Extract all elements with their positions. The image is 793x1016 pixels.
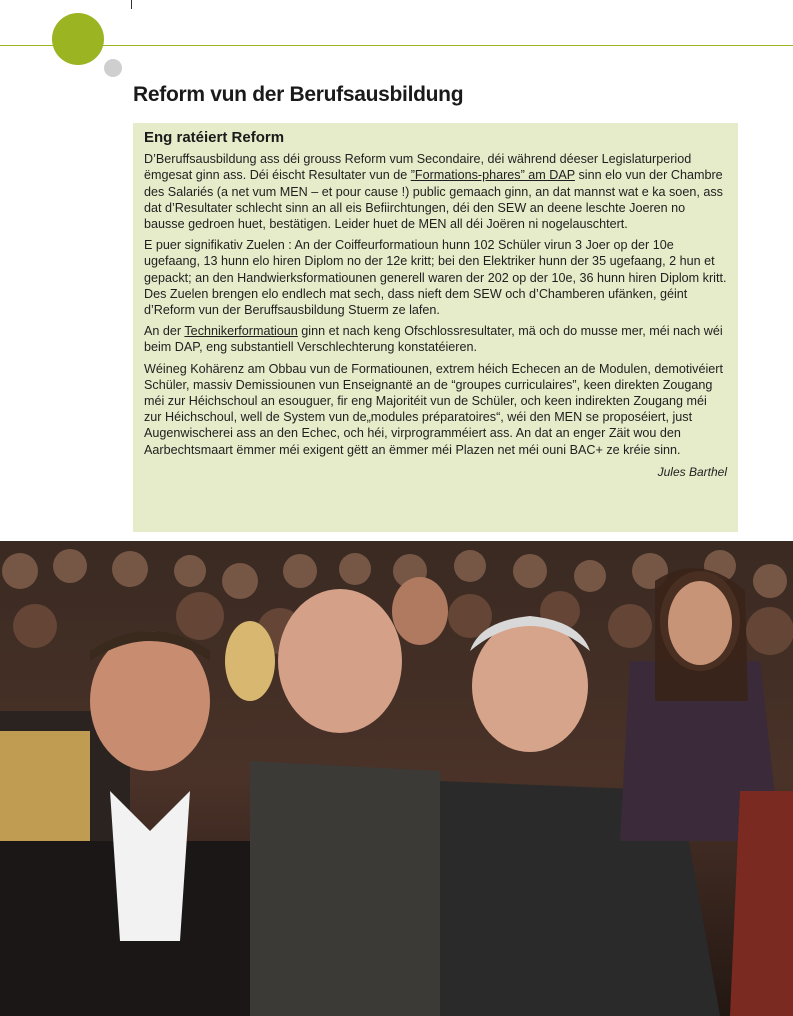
audience-photo [0, 541, 793, 1016]
paragraph-3-end: ginn et nach keng Ofschlossresultater, mä och do musse mer, méi nach wéi beim DAP, eng substantiell Verschlechterung konstatéieren. [144, 324, 723, 355]
author-signature: Jules Barthel [657, 464, 727, 479]
accent-dot-small [104, 59, 122, 77]
formations-phares-link[interactable]: ”Formations-phares” am DAP [410, 168, 575, 183]
audience-photo-illustration [0, 541, 793, 1016]
accent-dot-large [52, 13, 104, 65]
paragraph-1-end: sinn elo vun der Chambre des Salariés (a net vum MEN – et pour cause !) public gemaach ginn, an dat mannst wat e ka soen, ass dat d’Resultater schlecht sinn an all eis Befiirchtungen, déi den SEW an deene leschte Joeren no bausse gedroen huet, bestätigen. Leider huet de MEN all déi Joëren ni nogelauschtert. [144, 168, 723, 232]
paragraph-3-start: An der [144, 324, 185, 339]
article-box [133, 123, 738, 532]
paragraph-1 [144, 151, 727, 232]
page-title: Reform vun der Berufsausbildung [133, 83, 464, 106]
paragraph-3 [144, 323, 727, 355]
paragraph-2: E puer signifikativ Zuelen : An der Coiffeurformatioun hunn 102 Schüler virun 3 Joer op der 10e ugefaang, 13 hunn elo hiren Diplom no der 12e kritt; bei den Elektriker hunn der 35 ugefaang, 2 hun et gepackt; an den Handwierksformatiounen generell waren der 202 op der 10e, 36 hunn hiren Diplom kritt. Des Zuelen brengen elo endlech mat sech, dass nieft dem SEW och d’Chamberen ufänken, géint d’Reform vun der Beruffsausbildung Stuerm ze lafen. [144, 238, 727, 318]
paragraph-1-start: D’Beruffsausbildung ass déi grouss Reform vum Secondaire, déi während déeser Legislaturperiod ëmgesat ginn ass. Déi éischt Resultater vun de [144, 152, 692, 183]
header-rule [0, 45, 793, 46]
crop-mark [131, 0, 132, 9]
paragraph-4: Wéineg Kohärenz am Obbau vun de Formatiounen, extrem héich Echecen an de Modulen, demotivéiert Schüler, massiv Demissiounen vun Enseignantë an de “groupes curriculaires”, keen direkten Zougang méi zur Héichschoul an esouguer, fir eng Majoritéit vun de Schüler, och keen indirekten Zougang méi zur Héichschoul, well de System vun de„modules préparatoires“, wéi den MEN se proposéiert, just Augenwischerei ass an den Echec, och héi, virprogramméiert ass. An dat an enger Zäit wou den Aarbechtsmaart ëmmer méi exigent gëtt an ëmmer méi Plazen net méi ouni BAC+ ze kréie sinn. [144, 361, 723, 457]
box-heading: Eng ratéiert Reform [144, 129, 285, 146]
technikerformatioun-link[interactable]: Technikerformatioun [184, 324, 298, 339]
